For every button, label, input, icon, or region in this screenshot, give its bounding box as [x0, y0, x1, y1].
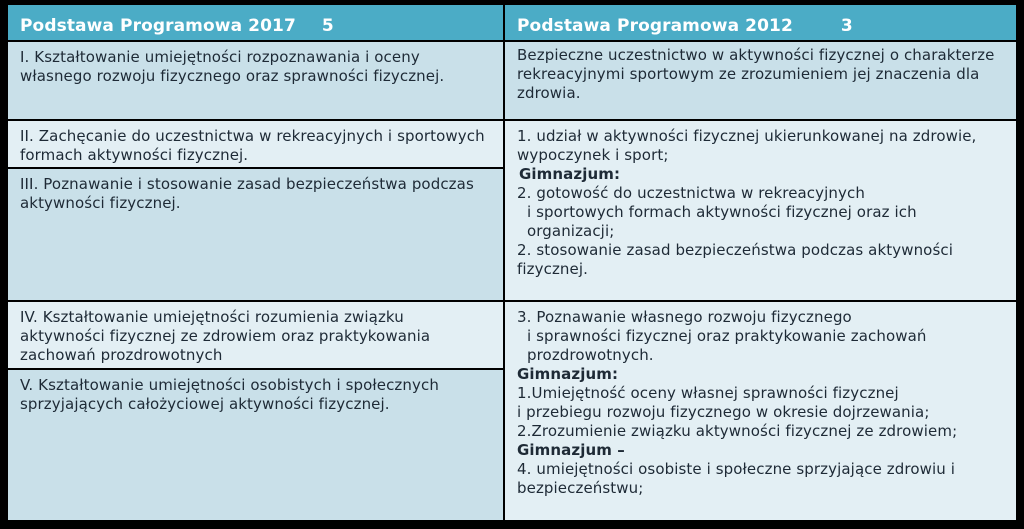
- left-text-1: I. Kształtowanie umiejętności rozpoznawania i oceny własnego rozwoju fizycznego oraz sprawności fizycznej.: [20, 48, 445, 85]
- left-text-2: II. Zachęcanie do uczestnictwa w rekreacyjnych i sportowych formach aktywności fizycznej.: [20, 127, 485, 164]
- right-3-item-3: i przebiegu rozwoju fizycznego w okresie dojrzewania;: [517, 403, 930, 421]
- right-text-1: Bezpieczne uczestnictwo w aktywności fizycznej o charakterze rekreacyjnymi sportowym ze zrozumieniem jej znaczenia dla zdrowia.: [517, 46, 995, 102]
- left-text-5: V. Kształtowanie umiejętności osobistych i społecznych sprzyjających całożyciowej aktywności fizycznej.: [20, 376, 439, 413]
- left-text-4: IV. Kształtowanie umiejętności rozumienia związku aktywności fizycznej ze zdrowiem oraz praktykowania zachowań prozdrowotnych: [20, 308, 431, 364]
- right-3-label-2: Gimnazjum –: [517, 441, 625, 459]
- header-left-number: 5: [321, 16, 334, 36]
- header-left-title: Podstawa Programowa 2017: [20, 16, 296, 36]
- left-cell-3: [8, 169, 503, 300]
- right-cell-1: [505, 42, 1016, 119]
- header-right-title: Podstawa Programowa 2012: [517, 16, 793, 36]
- header-left: [8, 5, 503, 40]
- right-3-item-2: 1.Umiejętność oceny własnej sprawności fizycznej: [517, 384, 899, 402]
- right-2-item-3: 2. stosowanie zasad bezpieczeństwa podczas aktywności fizycznej.: [517, 241, 953, 278]
- right-3-item-5: 4. umiejętności osobiste i społeczne sprzyjające zdrowiu i bezpieczeństwu;: [517, 460, 955, 497]
- right-2-label: Gimnazjum:: [519, 165, 621, 183]
- header-right-number: 3: [840, 16, 853, 36]
- right-cell-2: [505, 121, 1016, 300]
- left-cell-4: [8, 302, 503, 368]
- right-2-item-2b: i sportowych formach aktywności fizycznej oraz ich organizacji;: [527, 203, 917, 240]
- right-2-item-1: 1. udział w aktywności fizycznej ukierunkowanej na zdrowie, wypoczynek i sport;: [517, 127, 977, 164]
- left-text-3: III. Poznawanie i stosowanie zasad bezpieczeństwa podczas aktywności fizycznej.: [20, 175, 474, 212]
- right-cell-3: [505, 302, 1016, 520]
- right-3-item-1b: i sprawności fizycznej oraz praktykowanie zachowań prozdrowotnych.: [527, 327, 927, 364]
- right-2-item-2a: 2. gotowość do uczestnictwa w rekreacyjnych: [517, 184, 865, 202]
- left-cell-2: [8, 121, 503, 167]
- right-3-item-1a: 3. Poznawanie własnego rozwoju fizycznego: [517, 308, 852, 326]
- header-right: [505, 5, 1016, 40]
- left-cell-1: [8, 42, 503, 119]
- right-3-item-4: 2.Zrozumienie związku aktywności fizycznej ze zdrowiem;: [517, 422, 958, 440]
- right-3-label-1: Gimnazjum:: [517, 365, 619, 383]
- left-cell-5: [8, 370, 503, 520]
